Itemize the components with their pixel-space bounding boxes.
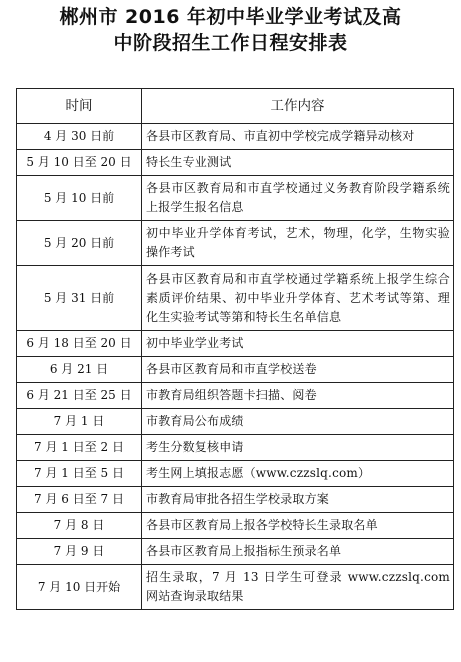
row-date: 5 月 20 日前 [17,221,142,266]
table-row [17,409,454,435]
row-date: 7 月 8 日 [17,513,142,539]
table-row [17,435,454,461]
row-date: 5 月 10 日至 20 日 [17,150,142,176]
row-date: 5 月 10 日前 [17,176,142,221]
row-task: 各县市区教育局和市直学校通过学籍系统上报学生综合素质评价结果、初中毕业升学体育、艺术考试等第、理化生实验考试等第和特长生名单信息 [142,266,454,331]
row-task: 各县市区教育局和市直学校送卷 [142,357,454,383]
row-task: 市教育局审批各招生学校录取方案 [142,487,454,513]
title-line-1: 郴州市 2016 年初中毕业学业考试及高 [59,6,402,28]
row-date: 6 月 18 日至 20 日 [17,331,142,357]
row-task: 市教育局公布成绩 [142,409,454,435]
row-task: 特长生专业测试 [142,150,454,176]
table-row [17,176,454,221]
document-title [0,4,461,56]
row-date: 4 月 30 日前 [17,124,142,150]
row-task: 各县市区教育局、市直初中学校完成学籍异动核对 [142,124,454,150]
table-row [17,331,454,357]
table-row [17,461,454,487]
header-content: 工作内容 [142,89,454,124]
table-row [17,487,454,513]
row-date: 6 月 21 日 [17,357,142,383]
title-line-2: 中阶段招生工作日程安排表 [113,32,348,54]
table-row [17,565,454,610]
header-row [17,89,454,124]
table-row [17,124,454,150]
table-row [17,266,454,331]
row-date: 6 月 21 日至 25 日 [17,383,142,409]
row-task: 初中毕业升学体育考试，艺术，物理，化学，生物实验操作考试 [142,221,454,266]
row-date: 7 月 1 日至 2 日 [17,435,142,461]
row-task: 招生录取，7 月 13 日学生可登录 www.czzslq.com 网站查询录取结果 [142,565,454,610]
row-date: 7 月 10 日开始 [17,565,142,610]
row-task: 各县市区教育局上报指标生预录名单 [142,539,454,565]
row-date: 5 月 31 日前 [17,266,142,331]
table-row [17,150,454,176]
schedule-table [16,88,454,610]
row-task: 各县市区教育局和市直学校通过义务教育阶段学籍系统上报学生报名信息 [142,176,454,221]
row-task: 考生网上填报志愿（www.czzslq.com） [142,461,454,487]
row-task: 考生分数复核申请 [142,435,454,461]
row-date: 7 月 1 日至 5 日 [17,461,142,487]
header-time: 时间 [17,89,142,124]
row-task: 市教育局组织答题卡扫描、阅卷 [142,383,454,409]
table-row [17,357,454,383]
table-row [17,513,454,539]
row-date: 7 月 1 日 [17,409,142,435]
row-date: 7 月 9 日 [17,539,142,565]
row-task: 初中毕业学业考试 [142,331,454,357]
table-row [17,539,454,565]
table-row [17,383,454,409]
row-date: 7 月 6 日至 7 日 [17,487,142,513]
table-row [17,221,454,266]
row-task: 各县市区教育局上报各学校特长生录取名单 [142,513,454,539]
